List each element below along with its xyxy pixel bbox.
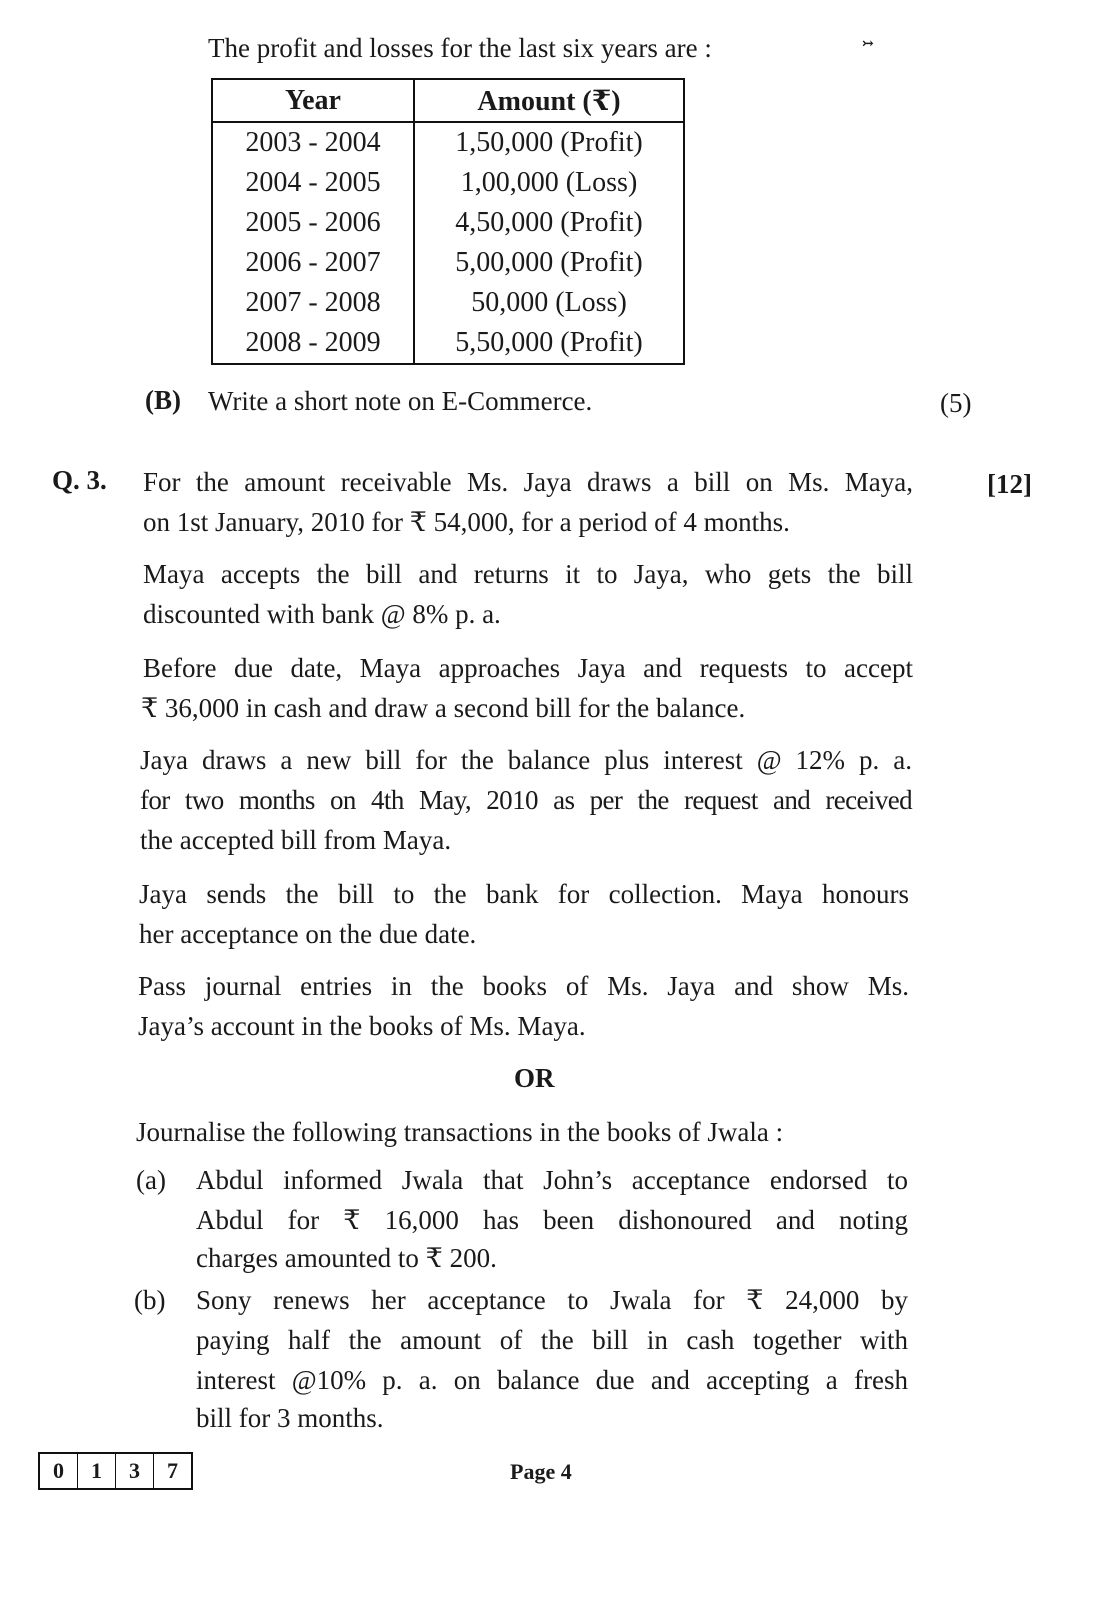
paragraph-line: Jaya’s account in the books of Ms. Maya. [138, 1011, 586, 1041]
table-row [212, 163, 684, 203]
part-b-marks: (5) [940, 388, 972, 418]
paragraph-line: Jaya draws a new bill for the balance plus interest @ 12% p. a. [140, 745, 912, 775]
table-row [212, 122, 684, 163]
cell-year: 2004 - 2005 [212, 163, 414, 203]
page-number: Page 4 [510, 1459, 572, 1484]
or-separator: OR [514, 1063, 555, 1093]
paragraph-line: Pass journal entries in the books of Ms. Jaya and show Ms. [138, 971, 909, 1001]
item-line: Sony renews her acceptance to Jwala for ₹ 24,000 by [196, 1285, 908, 1315]
table-row [212, 323, 684, 364]
cell-year: 2007 - 2008 [212, 283, 414, 323]
scan-mark: ↣ [862, 37, 874, 52]
table-row [212, 243, 684, 283]
profit-loss-table [211, 78, 685, 365]
item-line: paying half the amount of the bill in cash together with [196, 1325, 908, 1355]
paper-code-box [38, 1452, 193, 1490]
cell-year: 2003 - 2004 [212, 122, 414, 163]
table-intro: The profit and losses for the last six years are : [208, 33, 712, 63]
paragraph-line: Maya accepts the bill and returns it to Jaya, who gets the bill [143, 559, 913, 589]
header-amount: Amount (₹) [414, 79, 684, 122]
table-header-row [212, 79, 684, 122]
cell-amount: 1,50,000 (Profit) [455, 127, 643, 158]
header-year: Year [212, 79, 414, 122]
code-digit: 7 [167, 1458, 178, 1483]
code-digit: 0 [40, 1454, 78, 1488]
cell-amount: 5,00,000 (Profit) [455, 247, 643, 278]
paragraph-line: Before due date, Maya approaches Jaya and requests to accept [143, 653, 913, 683]
question-marks: [12] [987, 469, 1032, 499]
item-line: charges amounted to ₹ 200. [196, 1243, 497, 1273]
paragraph-line: for two months on 4th May, 2010 as per the request and received [140, 785, 912, 815]
paragraph-line: Jaya sends the bill to the bank for collection. Maya honours [139, 879, 909, 909]
paragraph-line: the accepted bill from Maya. [140, 825, 452, 855]
item-line: bill for 3 months. [196, 1403, 384, 1433]
paragraph-line: For the amount receivable Ms. Jaya draws a bill on Ms. Maya, [143, 467, 913, 497]
question-number: Q. 3. [52, 465, 107, 495]
item-line: Abdul for ₹ 16,000 has been dishonoured and noting [196, 1205, 908, 1235]
paragraph-line: her acceptance on the due date. [139, 919, 477, 949]
item-line: interest @10% p. a. on balance due and accepting a fresh [196, 1365, 908, 1395]
code-digit: 3 [116, 1454, 154, 1488]
part-b-label: (B) [145, 385, 181, 415]
cell-amount: 1,00,000 (Loss) [460, 167, 638, 198]
item-line: Abdul informed Jwala that John’s acceptance endorsed to [196, 1165, 908, 1195]
cell-amount: 50,000 (Loss) [471, 287, 627, 318]
cell-year: 2005 - 2006 [212, 203, 414, 243]
paragraph-line: ₹ 36,000 in cash and draw a second bill for the balance. [141, 693, 746, 723]
paragraph-line: on 1st January, 2010 for ₹ 54,000, for a period of 4 months. [143, 507, 790, 537]
item-label: (a) [136, 1165, 166, 1195]
paragraph-line: discounted with bank @ 8% p. a. [143, 599, 501, 629]
table-row [212, 203, 684, 243]
cell-year: 2008 - 2009 [212, 323, 414, 364]
alternative-intro: Journalise the following transactions in the books of Jwala : [136, 1117, 784, 1147]
cell-amount: 5,50,000 (Profit) [455, 327, 643, 358]
part-b-text: Write a short note on E-Commerce. [208, 386, 593, 416]
table-row [212, 283, 684, 323]
cell-year: 2006 - 2007 [212, 243, 414, 283]
code-digit: 1 [78, 1454, 116, 1488]
item-label: (b) [134, 1285, 166, 1315]
cell-amount: 4,50,000 (Profit) [455, 207, 643, 238]
